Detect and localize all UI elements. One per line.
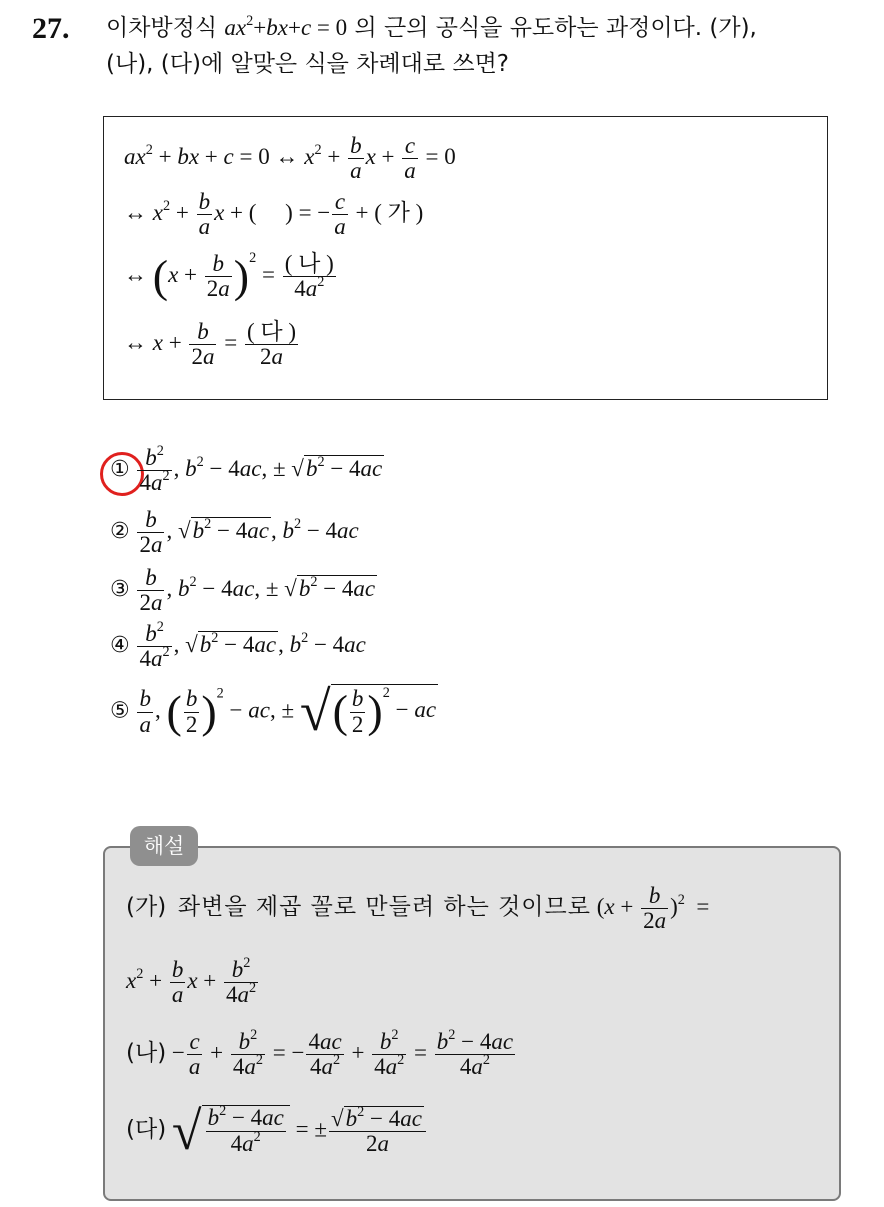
solution-na-label: (나) <box>126 1039 167 1066</box>
blank-na: 나 <box>298 251 321 277</box>
solution-ga: (가) 좌변을 제곱 꼴로 만들려 하는 것이므로 (x + $\frac{b}{2a}$ )$^2$ = <box>126 883 710 934</box>
question-number: 27. <box>32 12 70 45</box>
choice-5-marker: ⑤ <box>110 698 130 724</box>
choice-2[interactable]: ② $\frac{b}{2a}$ , $√b^2 - 4ac$, $b^2 - 4ac$ <box>110 507 359 558</box>
choice-2-marker: ② <box>110 518 130 544</box>
choice-5[interactable]: ⑤ $\frac{b}{a}$ , ( $\frac{b}{2}$ )$^2$ − ac, ± √( $\frac{b}{2}$ )$^2$ − ac <box>110 681 437 743</box>
solution-da: (다) √ $\frac{b^2 - 4ac}{4a^2}$ = ± $\frac{√b^2 - 4ac}{2a}$ <box>126 1104 428 1158</box>
solution-da-label: (다) <box>126 1116 167 1143</box>
derivation-line-2: ↔ $x^2$ + $\frac{b}{a}$ x + ( ) = − $\frac{c}{a}$ + ( 가 ) <box>124 189 424 240</box>
derivation-line-3: ↔ (x + $\frac{b}{2a}$ )$^2$ = $\frac{\text{( 나 )}}{4a^2}$ <box>124 249 334 302</box>
choice-3[interactable]: ③ $\frac{b}{2a}$ , $b^2 - 4ac$, ± $√b^2 - 4ac$ <box>110 565 376 616</box>
derivation-line-4: ↔ x + $\frac{b}{2a}$ = $\frac{\text{( 다 )}}{2a}$ <box>124 319 296 370</box>
choice-4-marker: ④ <box>110 632 130 658</box>
solution-na: (나) − $\frac{c}{a}$ + $\frac{b^2}{4a^2}$ = − $\frac{4ac}{4a^2}$ + $\frac{b^2}{4a^2}$ = $\frac{b^2 - 4ac}{4a^2}$ <box>126 1027 514 1080</box>
question-line-1-post: 의 근의 공식을 유도하는 과정이다. (가), <box>354 15 757 41</box>
derivation-line-1: $ax^2$ + bx + c = 0 ↔ $x^2$ + $\frac{b}{a}$ x + $\frac{c}{a}$ = 0 <box>124 133 456 184</box>
choice-1[interactable]: ① $\frac{b^2}{4a^2}$ , $b^2 - 4ac$, ± $√b^2 - 4ac$ <box>110 443 383 496</box>
solution-tag: 해설 <box>130 826 198 866</box>
solution-ga-text: 좌변을 제곱 꼴로 만들려 하는 것이므로 <box>177 893 591 920</box>
choice-4[interactable]: ④ $\frac{b^2}{4a^2}$ , $√b^2 - 4ac$, $b^2 - 4ac$ <box>110 619 366 672</box>
blank-ga: 가 <box>387 199 410 226</box>
solution-ga-continued: $x^2$ + $\frac{b}{a}$ x + $\frac{b^2}{4a^2}$ <box>126 955 257 1008</box>
question-line-1-pre: 이차방정식 <box>106 15 218 41</box>
question-equation: $ax^2+bx+c = 0$ <box>224 13 348 40</box>
solution-ga-label: (가) <box>126 893 167 920</box>
question-line-2: (나), (다)에 알맞은 식을 차례대로 쓰면? <box>106 51 510 77</box>
choice-1-marker: ① <box>110 456 130 482</box>
choice-3-marker: ③ <box>110 576 130 602</box>
blank-da: 다 <box>260 319 283 345</box>
question-line-1 <box>106 10 757 46</box>
